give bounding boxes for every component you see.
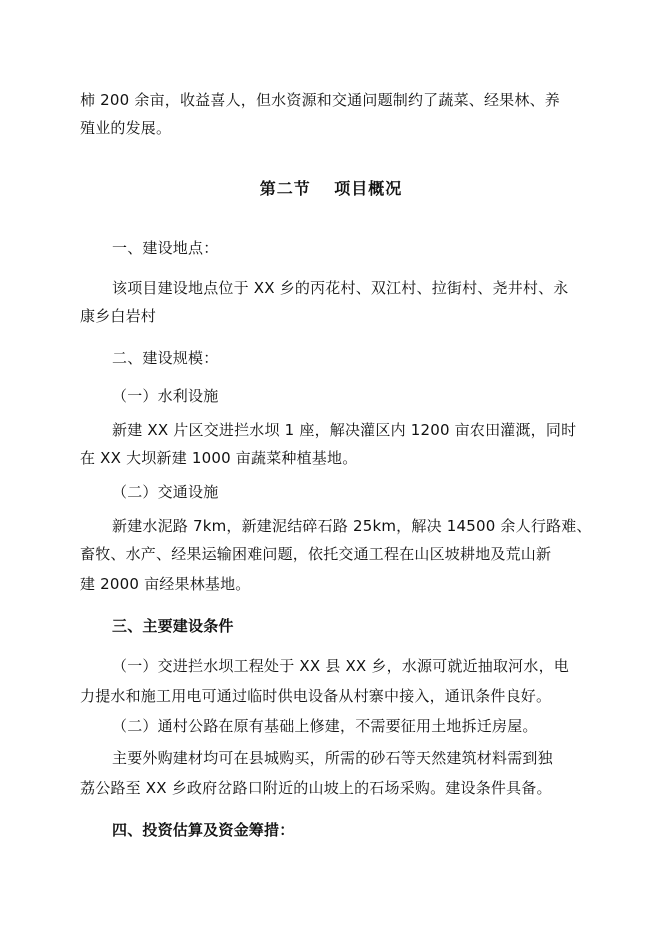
conditions-p1-line-2: 力提水和施工用电可通过临时供电设备从村寨中接入，通讯条件良好。 bbox=[80, 687, 552, 705]
conditions-p3-line-2: 荔公路至 XX 乡政府岔路口附近的山坡上的石场采购。建设条件具备。 bbox=[80, 779, 552, 797]
traffic-line-2: 畜牧、水产、经果运输困难问题，依托交通工程在山区坡耕地及荒山新 bbox=[80, 545, 552, 563]
intro-line-2: 殖业的发展。 bbox=[80, 119, 172, 137]
location-line-2: 康乡白岩村 bbox=[80, 307, 157, 325]
location-heading: 一、建设地点： bbox=[112, 239, 219, 257]
water-line-1: 新建 XX 片区交进拦水坝 1 座，解决灌区内 1200 亩农田灌溉，同时 bbox=[112, 421, 577, 439]
water-facility-heading: （一）水利设施 bbox=[112, 387, 219, 405]
investment-heading: 四、投资估算及资金筹措： bbox=[112, 821, 295, 839]
section-title: 第二节 项目概况 bbox=[259, 179, 403, 198]
traffic-facility-heading: （二）交通设施 bbox=[112, 483, 219, 501]
water-line-2: 在 XX 大坝新建 1000 亩蔬菜种植基地。 bbox=[80, 449, 358, 467]
conditions-p1-line-1: （一）交进拦水坝工程处于 XX 县 XX 乡，水源可就近抽取河水，电 bbox=[112, 657, 569, 675]
conditions-heading: 三、主要建设条件 bbox=[112, 617, 234, 635]
intro-line-1: 柿 200 余亩，收益喜人，但水资源和交通问题制约了蔬菜、经果林、养 bbox=[80, 91, 560, 109]
traffic-line-1: 新建水泥路 7km，新建泥结碎石路 25km，解决 14500 余人行路难、 bbox=[112, 517, 592, 535]
conditions-p2-line-1: （二）通村公路在原有基础上修建，不需要征用土地拆迁房屋。 bbox=[112, 717, 538, 735]
conditions-p3-line-1: 主要外购建材均可在县城购买，所需的砂石等天然建筑材料需到独 bbox=[112, 749, 553, 767]
location-line-1: 该项目建设地点位于 XX 乡的丙花村、双江村、拉街村、尧井村、永 bbox=[112, 279, 569, 297]
scale-heading: 二、建设规模： bbox=[112, 349, 219, 367]
traffic-line-3: 建 2000 亩经果林基地。 bbox=[80, 575, 251, 593]
